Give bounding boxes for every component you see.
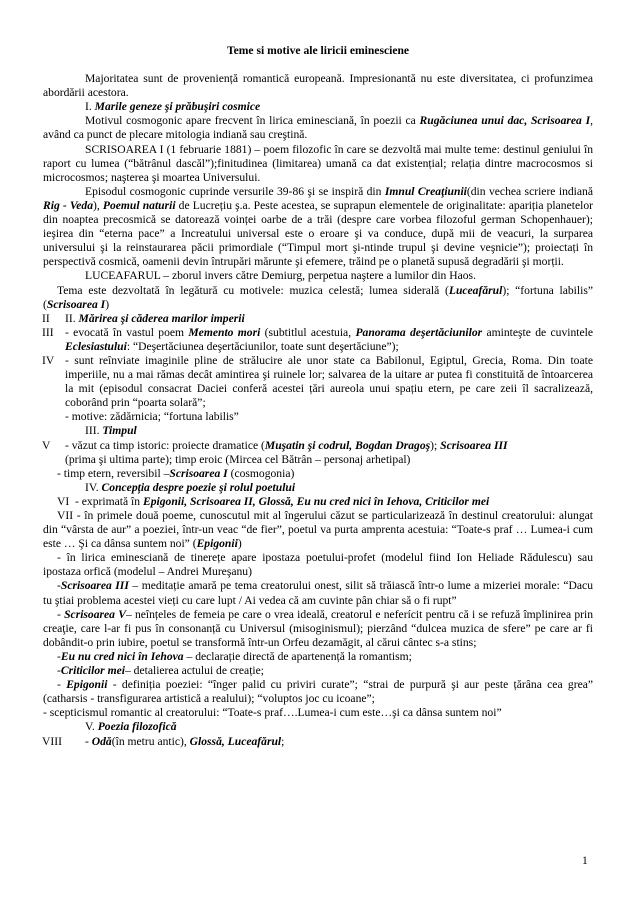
paragraph-intro bbox=[43, 72, 593, 100]
text-run: - în primele două poeme, cunoscutul mit al îngerului căzut se particularizează în destinul creatorului: alungat din “vârsta de aur” a poeziei, într-un veac “de fier”, poetul va purta amprenta acestuia: “Toate-s praf … Lumea-i cum este … Şi ca dânsa suntem noi” ( bbox=[43, 509, 593, 551]
emphasis-run: Odă bbox=[91, 734, 112, 748]
paragraph-criticilor bbox=[43, 664, 593, 678]
text-run: II. bbox=[65, 311, 79, 325]
section-number: V. bbox=[85, 720, 98, 734]
text-run: : “Deşertăciunea deşertăciunilor, toate sunt deşertăciune”); bbox=[126, 339, 399, 353]
text-run: - bbox=[85, 734, 92, 748]
section-number: I. bbox=[85, 100, 92, 114]
text-run: - în lirica eminesciană de tinerețe apare ipostaza poetului-profet (modelul fiind Ion Heliade Rădulescu) sau ipostaza orfică (modelul – Andrei Mureşanu) bbox=[43, 551, 593, 579]
numbered-item-5 bbox=[43, 439, 593, 467]
paragraph-epigonii bbox=[43, 678, 593, 706]
text-run: – meditație amară pe tema creatorului onest, silit să trăiască într-o lume a mizeriei morale: “Dacu tu ştiai problema acestei vieți cu care lupt / Ai vedea că am cuvinte pân chiar să o fi rupt” bbox=[43, 579, 593, 607]
numbered-item-7 bbox=[43, 509, 593, 551]
emphasis-run: Mărirea şi căderea marilor imperii bbox=[78, 311, 245, 325]
emphasis-run: Eclesiastului bbox=[65, 339, 127, 353]
section-heading-1 bbox=[43, 100, 593, 114]
text-run: ); bbox=[430, 438, 441, 452]
numbered-item-3 bbox=[43, 326, 593, 354]
paragraph-scrisoarea-3 bbox=[43, 579, 593, 607]
text-run: - definiția poeziei: “înger palid cu priviri curate”; “strai de purpură şi aur peste țărâna cea grea” (catharsis - transfigurarea artistică a realului); “voluptos joc cu icoane”; bbox=[43, 678, 594, 706]
margin-number: II bbox=[42, 311, 50, 325]
text-run: SCRISOAREA I (1 februarie 1881) – poem filozofic în care se dezvoltă mai multe teme: destinul geniului în raport cu lumea (“bătrânul dascăl”);finitudinea (limitarea) umană ca dat existențial; relația dintre macrocosmos si microcosmos; naşterea şi moartea Universului. bbox=[43, 142, 593, 184]
text-run: LUCEAFARUL – zborul invers către Demiurg, perpetua naştere a lumilor din Haos. bbox=[85, 269, 476, 283]
emphasis-run: Muşatin şi codrul, Bogdan Dragoş bbox=[264, 438, 431, 452]
text-run: – neînțeles de femeia pe care o vrea ideală, creatorul e neferícit pentru că i se refuză împlinirea prin creaţie, care l-ar fi pus în consonanță cu Universul (misoginismul); pierzând “dulcea muzica de sfere” pe care ar fi dobândit-o prin iubire, poetul se transformă într-un Orfeu dezamăgit, al cărui cântec s-a stins; bbox=[43, 607, 593, 649]
document-body bbox=[43, 44, 593, 749]
text-run: ); “fortuna labilis” ( bbox=[43, 283, 593, 311]
text-run: - timp etern, reversibil – bbox=[57, 466, 170, 480]
numbered-item-4 bbox=[43, 354, 593, 424]
text-run: ), bbox=[93, 198, 103, 212]
page-number: 1 bbox=[582, 854, 588, 867]
emphasis-run: Poemul naturii bbox=[102, 198, 176, 212]
text-run: (în metru antic), bbox=[111, 734, 190, 748]
margin-number: IV bbox=[42, 353, 55, 367]
emphasis-run: Eu nu cred nici în Iehova bbox=[60, 649, 184, 663]
text-run: Motivul cosmogonic apare frecvent în lirica eminesciană, în poezii ca bbox=[85, 114, 420, 128]
paragraph-scrisoarea-1 bbox=[43, 143, 593, 185]
section-heading-4 bbox=[43, 481, 593, 495]
text-run: ) bbox=[237, 537, 242, 551]
emphasis-run: Epigonii bbox=[196, 537, 238, 551]
emphasis-run: Scrisoarea I bbox=[46, 297, 106, 311]
section-title: Timpul bbox=[102, 424, 137, 438]
text-run: - sunt reînviate imaginile pline de strălucire ale unor state ca Babilonul, Egiptul, Grecia, Roma. Din toate imperiile, nu a mai rămas decât amintirea şi ruinele lor; salvarea de la uitare ar putea fi constituită de întoarcerea la mit (episodul consacrat Daciei conferă acestei țări aureola unui spațiu etern, pe care zeii îl sacralizează, coborând prin “poarta solară”; bbox=[65, 353, 593, 410]
emphasis-run: Imnul Creaţiunii bbox=[384, 184, 467, 198]
paragraph-text: Majoritatea sunt de proveniență romantică europeană. Impresionantă nu este diversitatea, ci profunzimea abordării acestora. bbox=[43, 72, 593, 100]
text-run: (din vechea scriere indiană bbox=[466, 184, 593, 198]
text-run: Episodul cosmogonic cuprinde versurile 39-86 şi se inspiră din bbox=[85, 184, 385, 198]
paragraph-luceafarul bbox=[43, 269, 593, 283]
paragraph-scepticism bbox=[43, 706, 593, 720]
text-run: - bbox=[57, 649, 61, 663]
emphasis-run: Memento mori bbox=[188, 325, 261, 339]
section-number: IV. bbox=[85, 480, 102, 494]
paragraph-iehova bbox=[43, 650, 593, 664]
emphasis-run: Rig - Veda bbox=[43, 198, 94, 212]
margin-number: VII bbox=[57, 509, 74, 522]
numbered-item-6 bbox=[43, 495, 593, 509]
section-title: Concepția despre poezie şi rolul poetului bbox=[101, 480, 296, 494]
margin-number: VIII bbox=[42, 734, 62, 748]
text-run: - bbox=[57, 607, 65, 621]
text-run: - exprimată în bbox=[75, 494, 143, 508]
document-title: Teme si motive ale liricii eminesciene bbox=[226, 44, 410, 57]
text-run: – declarație directă de apartenență la romantism; bbox=[183, 649, 412, 663]
section-number: III. bbox=[85, 424, 103, 438]
text-run: - văzut ca timp istoric: proiecte dramatice ( bbox=[65, 438, 265, 452]
emphasis-run: Scrisoarea V bbox=[64, 607, 126, 621]
emphasis-run: Panorama deşertăciunilor bbox=[355, 325, 483, 339]
paragraph-episode bbox=[43, 185, 593, 270]
emphasis-run: Luceafărul bbox=[448, 283, 503, 297]
emphasis-run: Scrisoarea III bbox=[60, 579, 129, 593]
paragraph-motifs bbox=[43, 284, 593, 312]
text-run: aminteşte de cuvintele bbox=[482, 325, 593, 339]
emphasis-run: Criticilor mei bbox=[60, 664, 125, 678]
paragraph-scrisoarea-5 bbox=[43, 608, 593, 650]
text-run: – detalierea actului de creație; bbox=[124, 664, 265, 678]
emphasis-run: Rugăciunea unui dac, Scrisoarea I bbox=[419, 114, 591, 128]
text-run: ) bbox=[105, 297, 110, 311]
paragraph-prophet-poet bbox=[43, 551, 593, 579]
section-title: Poezia filozofică bbox=[97, 720, 177, 734]
text-run: - bbox=[57, 664, 61, 678]
text-run: (subtitlul acestuia, bbox=[260, 325, 356, 339]
numbered-item-2 bbox=[43, 312, 593, 326]
margin-number: VI bbox=[57, 494, 70, 508]
text-run: - bbox=[57, 678, 67, 692]
text-run: de Lucrețiu ş.a. Peste acestea, se suprapun elementele de originalitate: apariția planetelor din noaptea precosmică se datorează voinței oarbe de a trăi (despre care vorbea filozoful german Schopenhauer); ieşirea din “eterna pace” a Increatului universal este o eroare şi va conduce, după mii de veacuri, la surparea universului şi la reinstaurarea păcii primordiale (“Timpul mort şi-ntinde trupul şi devine veşnicie”); proiectați în perspectivă cosmică, oamenii devin întrupări mărunte şi efemere, trăind pe o planetă supusă degradării şi morții. bbox=[43, 198, 593, 269]
text-run: Tema este dezvoltată în legătură cu motivele: muzica celestă; lumea siderală ( bbox=[57, 283, 449, 297]
text-run: - scepticismul romantic al creatorului: “Toate-s praf….Lumea-i cum este…şi ca dânsa suntem noi” bbox=[43, 706, 502, 720]
text-run: ; bbox=[281, 734, 285, 748]
emphasis-run: Epigonii, Scrisoarea II, Glossă, Eu nu cred nici în Iehova, Criticilor mei bbox=[142, 494, 490, 508]
text-run: (prima şi ultima parte); timp eroic (Mircea cel Bătrân – personaj arhetipal) bbox=[65, 452, 411, 466]
paragraph-cosmogonic bbox=[43, 114, 593, 142]
margin-number: III bbox=[42, 325, 54, 339]
section-title: Marile geneze şi prăbuşiri cosmice bbox=[94, 100, 261, 114]
text-run: , având ca punct de plecare mitologia indiană sau creştină. bbox=[43, 114, 593, 142]
section-heading-5 bbox=[43, 720, 593, 734]
emphasis-run: Scrisoarea I bbox=[169, 466, 228, 480]
paragraph-eternal-time bbox=[43, 467, 593, 481]
emphasis-run: Epigonii bbox=[66, 678, 108, 692]
text-run: - evocată în vastul poem bbox=[65, 325, 189, 339]
section-heading-3 bbox=[43, 424, 593, 438]
text-run: (cosmogonia) bbox=[227, 466, 295, 480]
emphasis-run: Glossă, Luceafărul bbox=[189, 734, 282, 748]
numbered-item-8 bbox=[43, 735, 593, 749]
text-run: - bbox=[57, 579, 61, 593]
text-run: - motive: zădărnicia; “fortuna labilis” bbox=[65, 410, 239, 424]
margin-number: V bbox=[42, 438, 51, 452]
emphasis-run: Scrisoarea III bbox=[440, 438, 508, 452]
